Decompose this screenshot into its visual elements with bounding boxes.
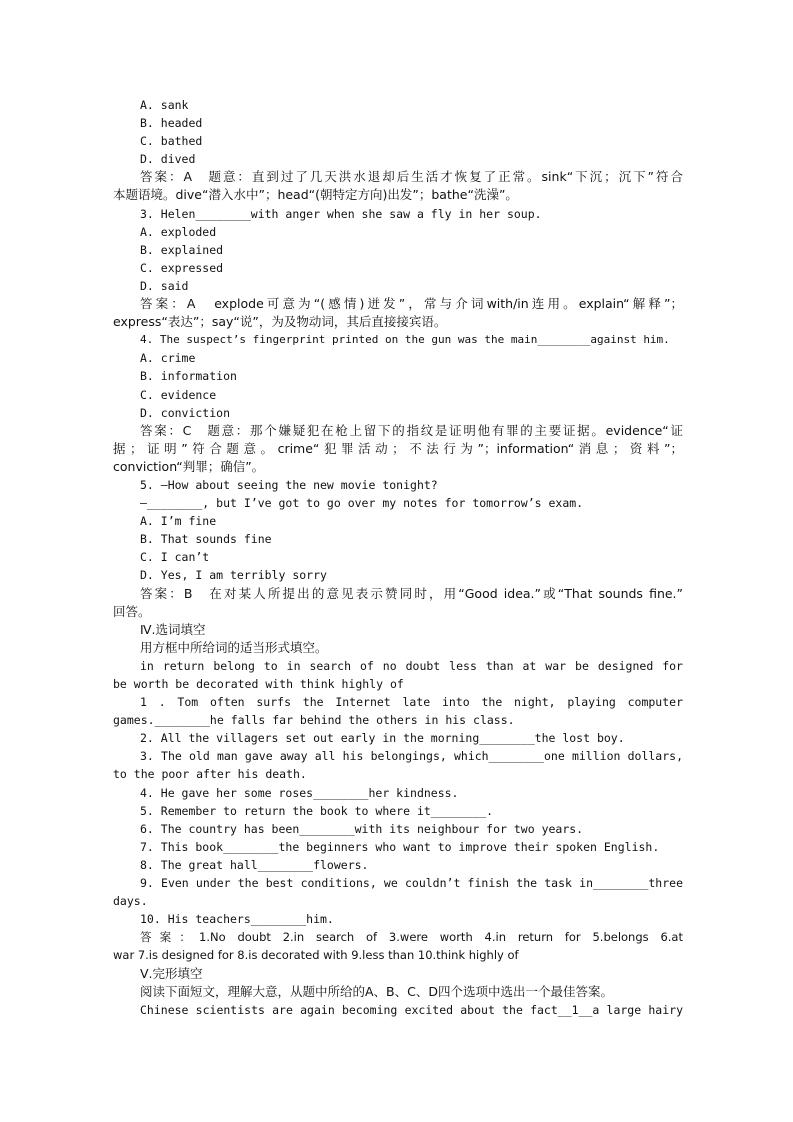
answer-5-line-2: 回答。 bbox=[113, 603, 151, 619]
option-a: A. exploded bbox=[140, 224, 217, 239]
option-d: D. dived bbox=[140, 152, 196, 167]
answer-5-line-1: 答案：B 在对某人所提出的意见表示赞同时，用“Good idea.”或“That sounds fine.” bbox=[140, 585, 683, 601]
question-5: 5. —How about seeing the new movie tonight? bbox=[140, 477, 438, 492]
option-b: B. That sounds fine bbox=[140, 532, 272, 547]
fill-question-8: 8. The great hall________flowers. bbox=[140, 857, 369, 872]
section-heading-iv: Ⅳ.选词填空 bbox=[140, 621, 206, 637]
option-a: A. crime bbox=[140, 351, 196, 366]
option-b: B. information bbox=[140, 369, 237, 384]
word-box-line-2: be worth be decorated with think highly of bbox=[113, 677, 404, 691]
option-b: B. explained bbox=[140, 242, 224, 257]
section-v-instruction: 阅读下面短文，理解大意，从题中所给的A、B、C、D四个选项中选出一个最佳答案。 bbox=[140, 983, 613, 999]
fill-question-3-line-1: 3. The old man gave away all his belongings, which________one million dollars, bbox=[140, 749, 683, 764]
answer-3-line-2: express“表达”；say“说”，为及物动词，其后直接接宾语。 bbox=[113, 314, 447, 330]
fill-question-6: 6. The country has been________with its neighbour for two years. bbox=[140, 821, 584, 836]
option-c: C. bathed bbox=[140, 134, 203, 149]
fill-question-7: 7. This book________the beginners who want to improve their spoken English. bbox=[140, 839, 660, 854]
question-4: 4. The suspect’s fingerprint printed on the gun was the main________against him. bbox=[140, 333, 670, 347]
answer-4-line-2: 据；证明”符合题意。crime“犯罪活动；不法行为”；information“消息；资料”； bbox=[113, 440, 683, 456]
section-iv-instruction: 用方框中所给词的适当形式填空。 bbox=[140, 639, 328, 655]
cloze-passage-line-1: Chinese scientists are again becoming excited about the fact__1__a large hairy bbox=[140, 1002, 683, 1017]
fill-question-2: 2. All the villagers set out early in the morning________the lost boy. bbox=[140, 731, 625, 746]
answer-2-line-1: 答案：A 题意：直到过了几天洪水退却后生活才恢复了正常。sink“下沉；沉下”符合 bbox=[140, 169, 683, 185]
option-a: A. sank bbox=[140, 98, 189, 112]
fill-question-10: 10. His teachers________him. bbox=[140, 912, 334, 927]
fill-answer-line-2: war 7.is designed for 8.is decorated with 9.less than 10.think highly of bbox=[113, 948, 519, 963]
fill-question-9-line-2: days. bbox=[113, 894, 148, 909]
answer-4-line-1: 答案：C 题意：那个嫌疑犯在枪上留下的指纹是证明他有罪的主要证据。evidence“证 bbox=[140, 422, 683, 438]
fill-answer-line-1: 答案：1.No doubt 2.in search of 3.were worth 4.in return for 5.belongs 6.at bbox=[140, 930, 683, 945]
question-5-response: —________, but I’ve got to go over my notes for tomorrow’s exam. bbox=[140, 496, 584, 511]
option-a: A. I’m fine bbox=[140, 514, 217, 529]
fill-question-1-line-1: 1 . Tom often surfs the Internet late into the night, playing computer bbox=[140, 695, 683, 710]
option-b: B. headed bbox=[140, 116, 203, 131]
option-d: D. conviction bbox=[140, 405, 231, 420]
fill-question-3-line-2: to the poor after his death. bbox=[113, 767, 307, 782]
word-box-line-1: in return belong to in search of no doubt less than at war be designed for bbox=[140, 658, 683, 673]
answer-2-line-2: 本题语境。dive“潜入水中”；head“(朝特定方向)出发”；bathe“洗澡”。 bbox=[113, 187, 518, 203]
option-c: C. evidence bbox=[140, 387, 217, 402]
option-c: C. expressed bbox=[140, 260, 224, 275]
answer-3-line-1: 答案：A explode可意为“(感情)迸发”，常与介词with/in连用。explain“解释”； bbox=[140, 296, 683, 312]
fill-question-9-line-1: 9. Even under the best conditions, we couldn’t finish the task in________three bbox=[140, 876, 683, 891]
option-d: D. said bbox=[140, 278, 189, 293]
question-3: 3. Helen________with anger when she saw a fly in her soup. bbox=[140, 206, 542, 221]
document-page bbox=[113, 96, 683, 1019]
section-heading-v: Ⅴ.完形填空 bbox=[140, 965, 203, 981]
fill-question-4: 4. He gave her some roses________her kindness. bbox=[140, 785, 459, 800]
option-c: C. I can’t bbox=[140, 550, 210, 565]
answer-4-line-3: conviction“判罪；确信”。 bbox=[113, 458, 265, 474]
fill-question-1-line-2: games.________he falls far behind the others in his class. bbox=[113, 713, 515, 728]
fill-question-5: 5. Remember to return the book to where it________. bbox=[140, 803, 494, 818]
option-d: D. Yes, I am terribly sorry bbox=[140, 568, 327, 583]
